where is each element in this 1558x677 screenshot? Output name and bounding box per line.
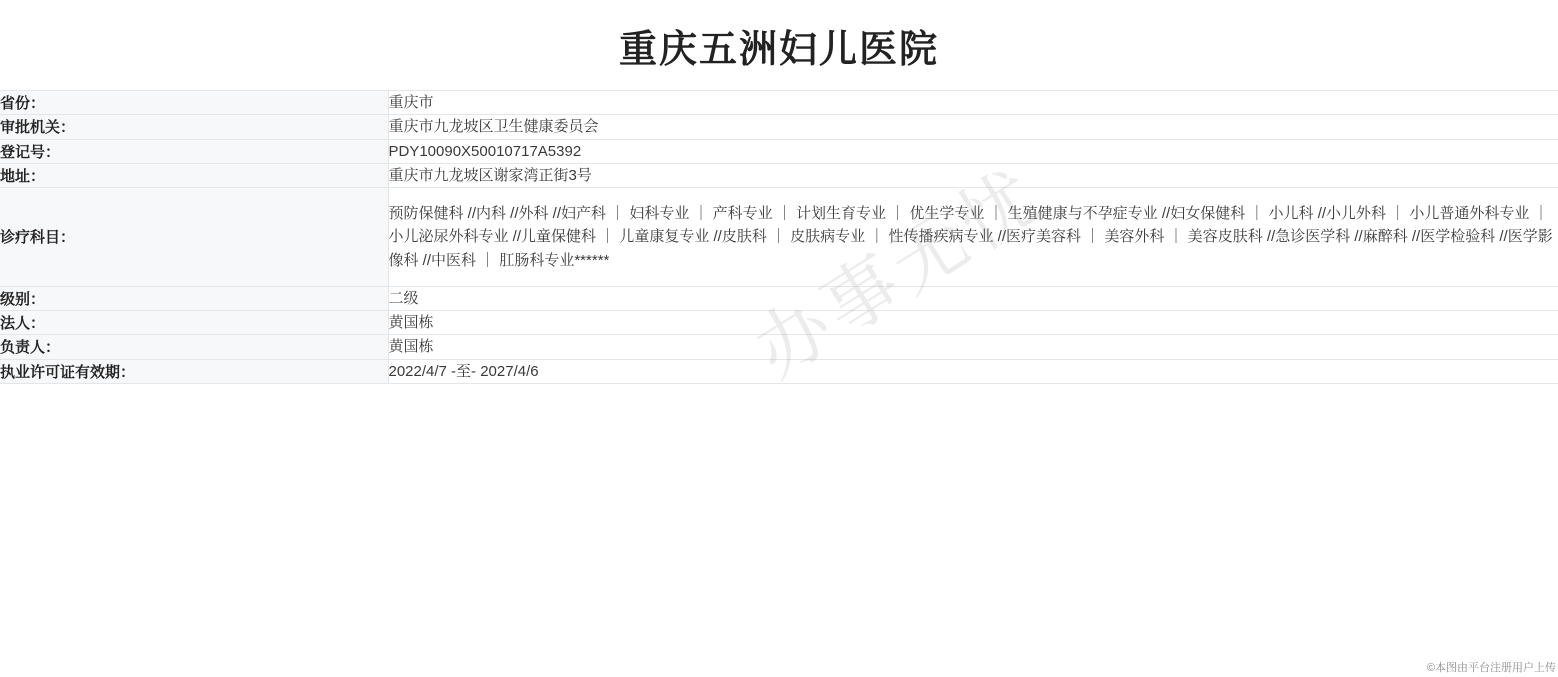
table-row <box>0 139 1558 163</box>
page-title: 重庆五洲妇儿医院 <box>618 28 939 71</box>
table-row <box>0 115 1558 139</box>
row-label-responsible-person: 负责人： <box>0 335 388 359</box>
table-row <box>0 359 1558 383</box>
title-bar <box>0 0 1558 90</box>
row-value-address: 重庆市九龙坡区谢家湾正街3号 <box>388 163 1558 187</box>
row-value-approval-authority: 重庆市九龙坡区卫生健康委员会 <box>388 115 1558 139</box>
row-label-level: 级别： <box>0 286 388 310</box>
table-row <box>0 163 1558 187</box>
table-row <box>0 286 1558 310</box>
table-row <box>0 188 1558 287</box>
table-row <box>0 91 1558 115</box>
row-value-legal-person: 黄国栋 <box>388 311 1558 335</box>
row-value-registration-number: PDY10090X50010717A5392 <box>388 139 1558 163</box>
table-body <box>0 91 1558 384</box>
row-value-level: 二级 <box>388 286 1558 310</box>
row-label-address: 地址： <box>0 163 388 187</box>
row-label-legal-person: 法人： <box>0 311 388 335</box>
row-value-departments: 预防保健科 //内科 //外科 //妇产科 ｜ 妇科专业 ｜ 产科专业 ｜ 计划生育专业 ｜ 优生学专业 ｜ 生殖健康与不孕症专业 //妇女保健科 ｜ 小儿科 //小儿外科 ｜ 小儿普通外科专业 ｜ 小儿泌尿外科专业 //儿童保健科 ｜ 儿童康复专业 //皮肤科 ｜ 皮肤病专业 ｜ 性传播疾病专业 //医疗美容科 ｜ 美容外科 ｜ 美容皮肤科 //急诊医学科 //麻醉科 //医学检验科 //医学影像科 //中医科 ｜ 肛肠科专业****** <box>388 188 1558 287</box>
row-label-license-validity: 执业许可证有效期： <box>0 359 388 383</box>
row-value-province: 重庆市 <box>388 91 1558 115</box>
row-value-license-validity: 2022/4/7 -至- 2027/4/6 <box>388 359 1558 383</box>
row-value-responsible-person: 黄国栋 <box>388 335 1558 359</box>
hospital-info-table <box>0 90 1558 384</box>
row-label-registration-number: 登记号： <box>0 139 388 163</box>
table-row <box>0 335 1558 359</box>
table-row <box>0 311 1558 335</box>
row-label-approval-authority: 审批机关： <box>0 115 388 139</box>
row-label-departments: 诊疗科目： <box>0 188 388 287</box>
row-label-province: 省份： <box>0 91 388 115</box>
upload-credit-note: ©本图由平台注册用户上传 <box>1426 662 1556 674</box>
